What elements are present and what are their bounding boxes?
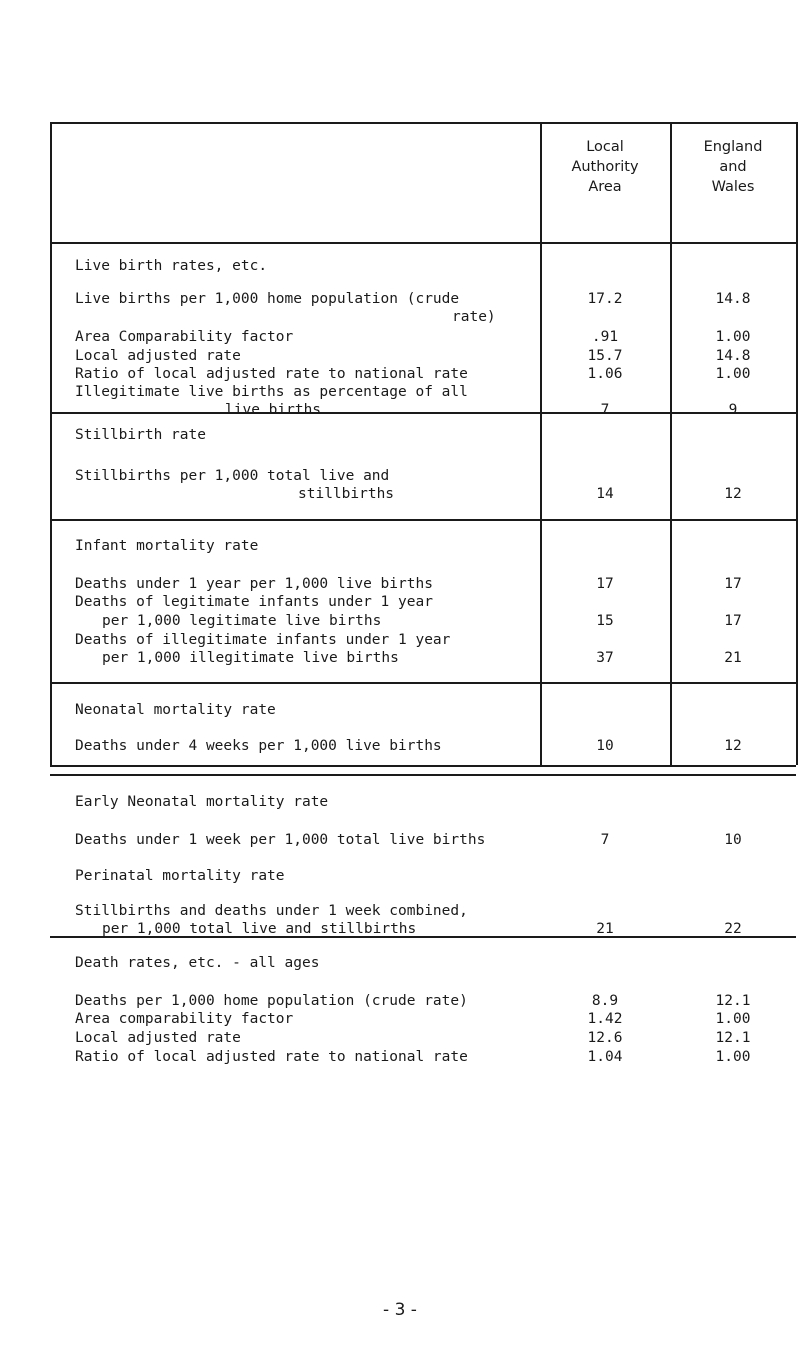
section-divider — [50, 682, 796, 684]
row-label-continuation: rate) — [452, 309, 496, 325]
row-label: Ratio of local adjusted rate to national rate — [75, 366, 468, 382]
row-label: Local adjusted rate — [75, 348, 241, 364]
section-title: Stillbirth rate — [75, 427, 206, 443]
row-label: Deaths of illegitimate infants under 1 year — [75, 632, 451, 648]
row-label: Deaths per 1,000 home population (crude rate) — [75, 993, 468, 1009]
value-local: 17 — [596, 576, 614, 592]
section-divider — [50, 519, 796, 521]
value-local: .91 — [591, 329, 619, 345]
value-national: 14.8 — [715, 291, 751, 307]
value-local: 15 — [596, 613, 614, 629]
value-local: 21 — [596, 921, 614, 937]
row-label: Deaths under 1 year per 1,000 live births — [75, 576, 433, 592]
value-local: 7 — [600, 832, 610, 848]
table-border-left — [50, 122, 52, 765]
row-label-continuation: live births — [225, 402, 322, 418]
value-local: 14 — [596, 486, 614, 502]
value-national: 12 — [724, 486, 742, 502]
value-local: 1.04 — [587, 1049, 623, 1065]
row-label: Deaths of legitimate infants under 1 year — [75, 594, 433, 610]
column-divider-2 — [670, 122, 672, 765]
value-national: 9 — [728, 402, 738, 418]
section-title: Infant mortality rate — [75, 538, 259, 554]
header-divider — [50, 242, 796, 244]
value-local: 12.6 — [587, 1030, 623, 1046]
value-national: 1.00 — [715, 1011, 751, 1027]
value-national: 22 — [724, 921, 742, 937]
column-divider-1 — [540, 122, 542, 765]
row-label: Stillbirths per 1,000 total live and — [75, 468, 390, 484]
value-national: 10 — [724, 832, 742, 848]
row-label-continuation: per 1,000 illegitimate live births — [102, 650, 399, 666]
value-local: 8.9 — [591, 993, 619, 1009]
row-label: Area comparability factor — [75, 1011, 294, 1027]
section-title: Live birth rates, etc. — [75, 258, 268, 274]
row-label: Stillbirths and deaths under 1 week combined, — [75, 903, 468, 919]
table-border-right — [796, 122, 798, 765]
value-local: 10 — [596, 738, 614, 754]
row-label: Ratio of local adjusted rate to national rate — [75, 1049, 468, 1065]
row-label-continuation: stillbirths — [298, 486, 395, 502]
value-national: 14.8 — [715, 348, 751, 364]
value-local: 15.7 — [587, 348, 623, 364]
row-label: Deaths under 4 weeks per 1,000 live births — [75, 738, 442, 754]
value-national: 1.00 — [715, 329, 751, 345]
value-national: 17 — [724, 576, 742, 592]
value-national: 17 — [724, 613, 742, 629]
row-label-continuation: per 1,000 legitimate live births — [102, 613, 382, 629]
value-local: 17.2 — [587, 291, 623, 307]
value-national: 12.1 — [715, 1030, 751, 1046]
row-label: Area Comparability factor — [75, 329, 294, 345]
value-local: 37 — [596, 650, 614, 666]
value-national: 1.00 — [715, 1049, 751, 1065]
column-header-local-authority: Local Authority Area — [571, 139, 639, 195]
section-title: Neonatal mortality rate — [75, 702, 276, 718]
page-number: - 3 - — [383, 1300, 417, 1320]
section-title: Early Neonatal mortality rate — [75, 794, 329, 810]
value-national: 12 — [724, 738, 742, 754]
value-local: 1.42 — [587, 1011, 623, 1027]
row-label: Illegitimate live births as percentage of all — [75, 384, 468, 400]
value-local: 1.06 — [587, 366, 623, 382]
section-divider — [50, 774, 796, 776]
value-national: 12.1 — [715, 993, 751, 1009]
section-title: Perinatal mortality rate — [75, 868, 285, 884]
row-label: Deaths under 1 week per 1,000 total live births — [75, 832, 486, 848]
value-local: 7 — [600, 402, 610, 418]
row-label: Local adjusted rate — [75, 1030, 241, 1046]
value-national: 21 — [724, 650, 742, 666]
row-label-continuation: per 1,000 total live and stillbirths — [102, 921, 417, 937]
section-title: Death rates, etc. - all ages — [75, 955, 320, 971]
column-header-england-wales: England and Wales — [703, 139, 763, 195]
value-national: 1.00 — [715, 366, 751, 382]
row-label: Live births per 1,000 home population (crude — [75, 291, 460, 307]
